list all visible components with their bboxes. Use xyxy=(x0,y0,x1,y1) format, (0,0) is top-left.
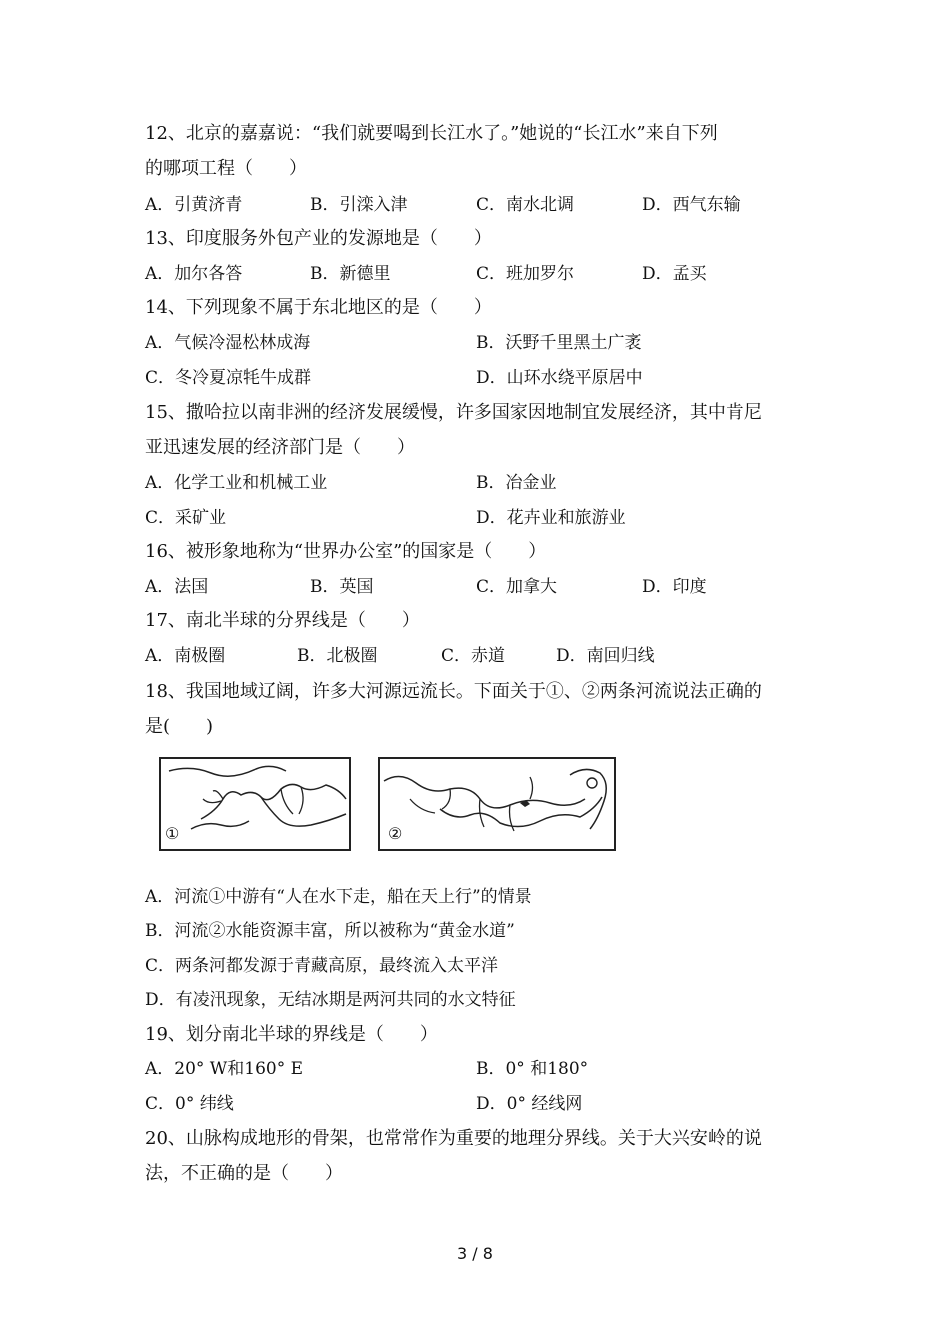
q17-option-a: A．南极圈 xyxy=(145,646,226,666)
q18-option-a: A．河流①中游有“人在水下走，船在天上行”的情景 xyxy=(145,887,532,907)
river-map-2-label: ② xyxy=(388,824,403,843)
q13-option-c: C．班加罗尔 xyxy=(476,264,575,284)
q12-option-a: A．引黄济青 xyxy=(145,195,243,215)
q12-option-c: C．南水北调 xyxy=(476,195,575,215)
q15-option-c: C．采矿业 xyxy=(145,508,227,528)
q16-option-d: D．印度 xyxy=(642,577,707,597)
q12-option-b: B．引滦入津 xyxy=(310,195,408,215)
river-map-1 xyxy=(159,757,351,851)
q14-option-c: C．冬冷夏凉牦牛成群 xyxy=(145,368,312,388)
q18-option-b: B．河流②水能资源丰富，所以被称为“黄金水道” xyxy=(145,921,515,941)
q18-option-c: C．两条河都发源于青藏高原，最终流入太平洋 xyxy=(145,956,499,976)
q18-stem-line1: 18、我国地域辽阔，许多大河源远流长。下面关于①、②两条河流说法正确的 xyxy=(145,681,762,702)
q20-stem-line2: 法，不正确的是（ ） xyxy=(145,1163,343,1184)
q14-stem: 14、下列现象不属于东北地区的是（ ） xyxy=(145,297,492,318)
q13-option-b: B．新德里 xyxy=(310,264,391,284)
page-number: 3 / 8 xyxy=(457,1244,493,1263)
river-2-outline-icon xyxy=(380,759,614,849)
q17-option-d: D．南回归线 xyxy=(556,646,655,666)
q16-option-a: A．法国 xyxy=(145,577,209,597)
q15-option-a: A．化学工业和机械工业 xyxy=(145,473,328,493)
q17-stem: 17、南北半球的分界线是（ ） xyxy=(145,610,420,631)
q12-stem-line2: 的哪项工程（ ） xyxy=(145,158,307,179)
q19-option-a: A．20° W和160° E xyxy=(145,1059,304,1079)
q15-option-b: B．冶金业 xyxy=(476,473,557,493)
q14-option-a: A．气候冷湿松林成海 xyxy=(145,333,311,353)
q16-stem: 16、被形象地称为“世界办公室”的国家是（ ） xyxy=(145,541,547,562)
q17-option-c: C．赤道 xyxy=(441,646,506,666)
q15-stem-line2: 亚迅速发展的经济部门是（ ） xyxy=(145,437,415,458)
q19-option-d: D．0° 经线网 xyxy=(476,1094,583,1114)
q18-stem-line2: 是( ) xyxy=(145,716,214,737)
q14-option-d: D．山环水绕平原居中 xyxy=(476,368,643,388)
q19-option-b: B．0° 和180° xyxy=(476,1059,589,1079)
q19-option-c: C．0° 纬线 xyxy=(145,1094,234,1114)
q12-stem-line1: 12、北京的嘉嘉说：“我们就要喝到长江水了。”她说的“长江水”来自下列 xyxy=(145,123,718,144)
q15-option-d: D．花卉业和旅游业 xyxy=(476,508,626,528)
q15-stem-line1: 15、撒哈拉以南非洲的经济发展缓慢，许多国家因地制宜发展经济，其中肯尼 xyxy=(145,402,762,423)
q13-stem: 13、印度服务外包产业的发源地是（ ） xyxy=(145,228,492,249)
q18-option-d: D．有凌汛现象，无结冰期是两河共同的水文特征 xyxy=(145,990,516,1010)
q16-option-b: B．英国 xyxy=(310,577,374,597)
river-map-2 xyxy=(378,757,616,851)
q13-option-a: A．加尔各答 xyxy=(145,264,243,284)
q13-option-d: D．孟买 xyxy=(642,264,707,284)
q14-option-b: B．沃野千里黑土广袤 xyxy=(476,333,642,353)
q12-option-d: D．西气东输 xyxy=(642,195,741,215)
river-1-outline-icon xyxy=(161,759,349,849)
q16-option-c: C．加拿大 xyxy=(476,577,558,597)
q17-option-b: B．北极圈 xyxy=(297,646,378,666)
q20-stem-line1: 20、山脉构成地形的骨架，也常常作为重要的地理分界线。关于大兴安岭的说 xyxy=(145,1128,762,1149)
q19-stem: 19、划分南北半球的界线是（ ） xyxy=(145,1024,438,1045)
river-map-1-label: ① xyxy=(165,824,180,843)
